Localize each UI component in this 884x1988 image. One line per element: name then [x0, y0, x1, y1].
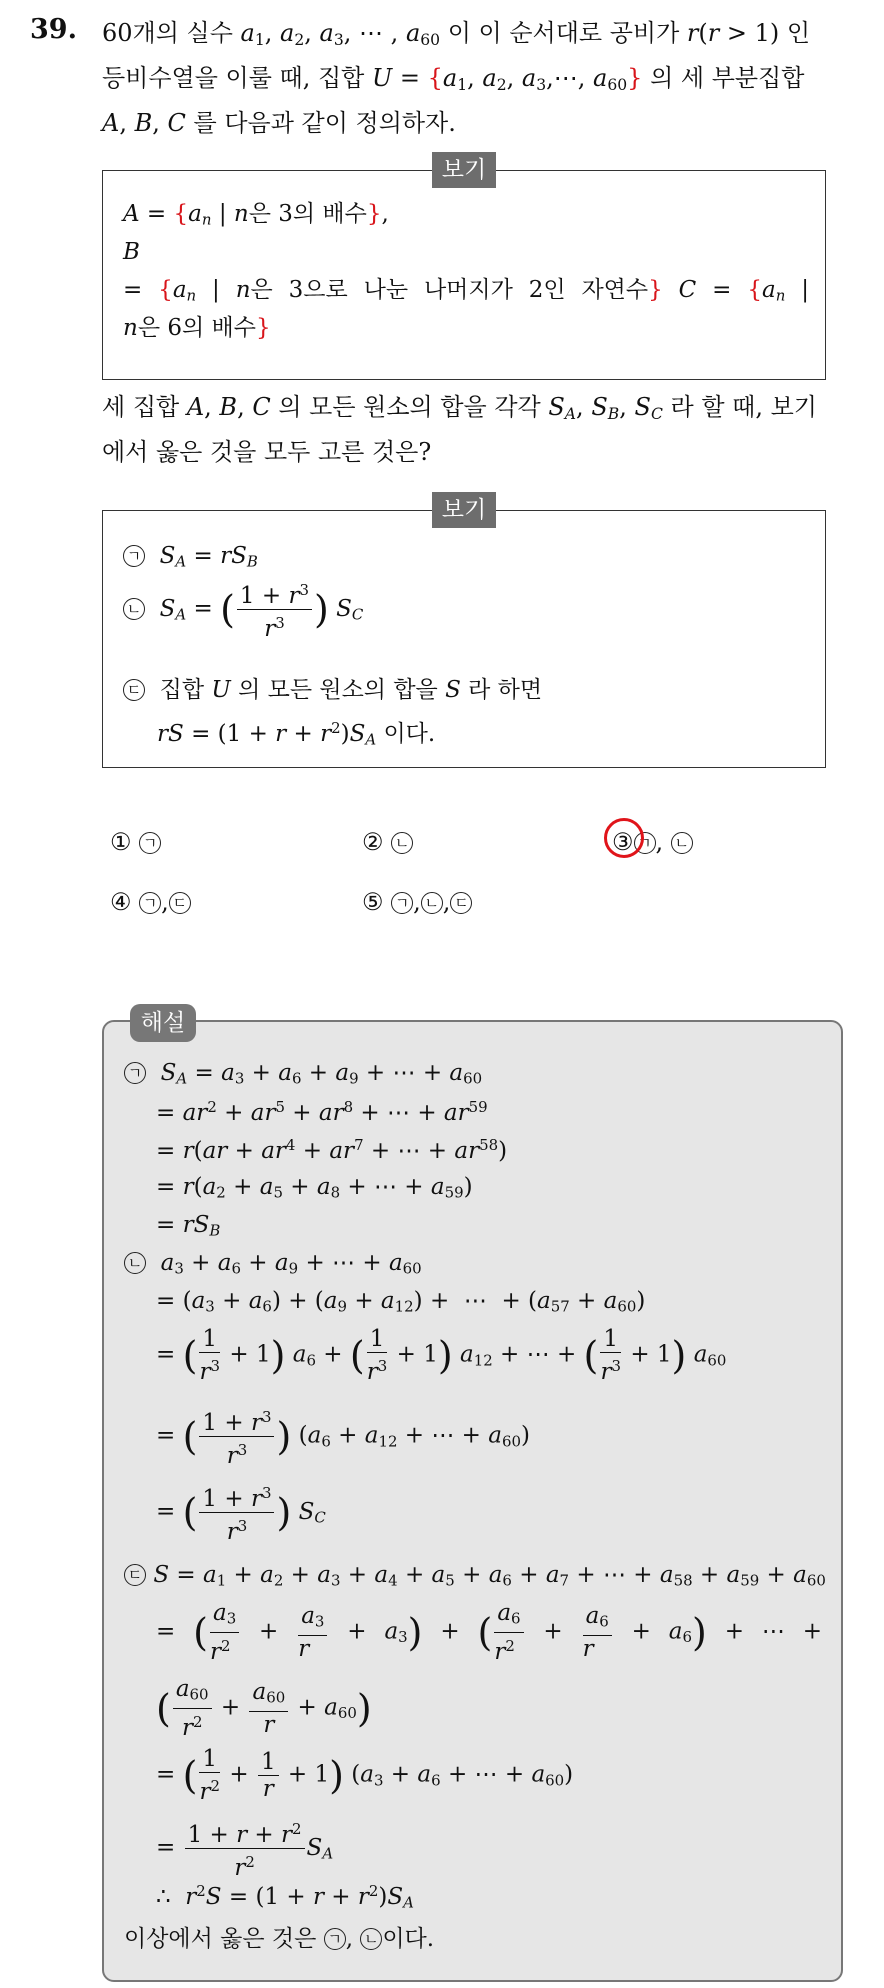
choice-5[interactable]: ⑤ ㄱ , ㄴ , ㄷ: [362, 888, 472, 916]
sol-ga-5: = $rS_B$: [156, 1212, 221, 1240]
sol-da-3: ( $\frac{a_{60}}{r^2}$ + $\frac{a_{60}}{r}$ + $a_{60}$): [156, 1676, 372, 1741]
prompt-line-1: 세 집합 A, B, C 의 모든 원소의 합을 각각 $S_A$, $S_B$, $S_C$ 라 할 때, 보기: [102, 393, 817, 423]
sol-na-3: = ( $\frac{1}{r^3}$ + 1) $a_6$ + ( $\frac{1}{r^3}$ + 1) $a_{12}$ + ⋯ + ( $\frac{1}{r^3}$ + 1) $a_{60}$: [156, 1326, 727, 1386]
bogi-tab-2: 보기: [432, 492, 496, 528]
definition-c-tail: n은 6의 배수}: [123, 315, 271, 341]
sol-da-1: ㄷ $S = a_1 + a_2 + a_3 + a_4 + a_5 + a_6 + a_7$ + ⋯ + $a_{58} + a_{59} + a_{60}$: [124, 1562, 826, 1590]
stem-line-2: 등비수열을 이룰 때, 집합 $U = \{a_1$, $a_2$, $a_3,\cdots$, $a_{60}$} 의 세 부분집합: [102, 63, 805, 94]
statement-da-2: rS = $(1 + r + r^2)S_A$ 이다.: [157, 719, 436, 749]
marker-na-icon: ㄴ: [123, 598, 145, 620]
stem-line-1: 60개의 실수 $a_1$, $a_2$, $a_3$, ⋯ , $a_{60}$ 이 이 순서대로 공비가 r(r > 1) 인: [102, 19, 811, 49]
sol-na-2: = $(a_3 + a_6) + (a_9 + a_{12})$ + ⋯ + $(a_{57} + a_{60})$: [156, 1288, 646, 1316]
marker-ga-icon: ㄱ: [123, 545, 145, 567]
solution-tab: 해설: [130, 1004, 196, 1042]
bogi-box-definitions: [102, 170, 826, 380]
bogi-tab-1: 보기: [432, 152, 496, 188]
prompt-line-2: 에서 옳은 것을 모두 고른 것은?: [102, 437, 432, 466]
statement-na: ㄴ $S_A$ = ( $\frac{1 + r^3}{r^3}$ ) $S_C$: [123, 577, 363, 642]
statement-ga: ㄱ $S_A = rS_B$: [123, 537, 258, 581]
question-stem: [102, 14, 862, 142]
question-prompt: [102, 388, 862, 471]
selected-answer-circle-icon: [604, 818, 644, 858]
sol-da-2: = ( $\frac{a_3}{r^2}$ + $\frac{a_3}{r}$ + $a_3$) + ( $\frac{a_6}{r^2}$ + $\frac{a_6}{r}$ + $a_6$) + ⋯ +: [156, 1600, 822, 1665]
definition-b-c: = {$a_n$ | n은 3으로 나눈 나머지가 2인 자연수} $C = \{a_n$ |: [123, 277, 809, 305]
sol-da-5: = $\frac{1 + r + r^2}{r^2}$ $S_A$: [156, 1816, 333, 1881]
statement-da: ㄷ 집합 U 의 모든 원소의 합을 S 라 하면: [123, 671, 542, 709]
sol-ga-2: = $ar^2 + ar^5 + ar^8$ + ⋯ + $ar^{59}$: [156, 1098, 488, 1127]
choice-3[interactable]: ③ ㄱ , ㄴ: [612, 828, 693, 856]
sol-da-6: ∴ $r^2S = (1 + r + r^2)S_A$: [156, 1882, 414, 1912]
sol-da-4: = ( $\frac{1}{r^2}$ + $\frac{1}{r}$ + 1) ($a_3 + a_6$ + ⋯ + $a_{60}$): [156, 1746, 574, 1806]
bogi-box-statements: [102, 510, 826, 768]
question-number: 39.: [30, 14, 77, 45]
choice-2[interactable]: ② ㄴ: [362, 828, 413, 856]
sol-ga-1: ㄱ $S_A = a_3 + a_6 + a_9$ + ⋯ + $a_{60}$: [124, 1060, 482, 1088]
sol-na-1: ㄴ $a_3 + a_6 + a_9$ + ⋯ + $a_{60}$: [124, 1250, 422, 1278]
definition-b-label: B: [123, 239, 140, 265]
choice-1[interactable]: ① ㄱ: [110, 828, 161, 856]
sol-conclusion: 이상에서 옳은 것은 ㄱ , ㄴ 이다.: [124, 1926, 435, 1952]
marker-da-icon: ㄷ: [123, 679, 145, 701]
definition-a: $A = \{a_n$ | n은 3의 배수},: [123, 201, 389, 229]
choice-4[interactable]: ④ ㄱ , ㄷ: [110, 888, 191, 916]
sol-ga-3: = $r(ar + ar^4 + ar^7$ + ⋯ + $ar^{58}$): [156, 1136, 508, 1165]
sol-na-4: = ( $\frac{1 + r^3}{r^3}$ ) ($a_6 + a_{12}$ + ⋯ + $a_{60}$): [156, 1404, 530, 1469]
sol-ga-4: = $r(a_2 + a_5 + a_8$ + ⋯ + $a_{59}$): [156, 1174, 473, 1202]
stem-line-3: A, B, C 를 다음과 같이 정의하자.: [102, 108, 456, 137]
sol-na-5: = ( $\frac{1 + r^3}{r^3}$ ) $S_C$: [156, 1480, 326, 1545]
